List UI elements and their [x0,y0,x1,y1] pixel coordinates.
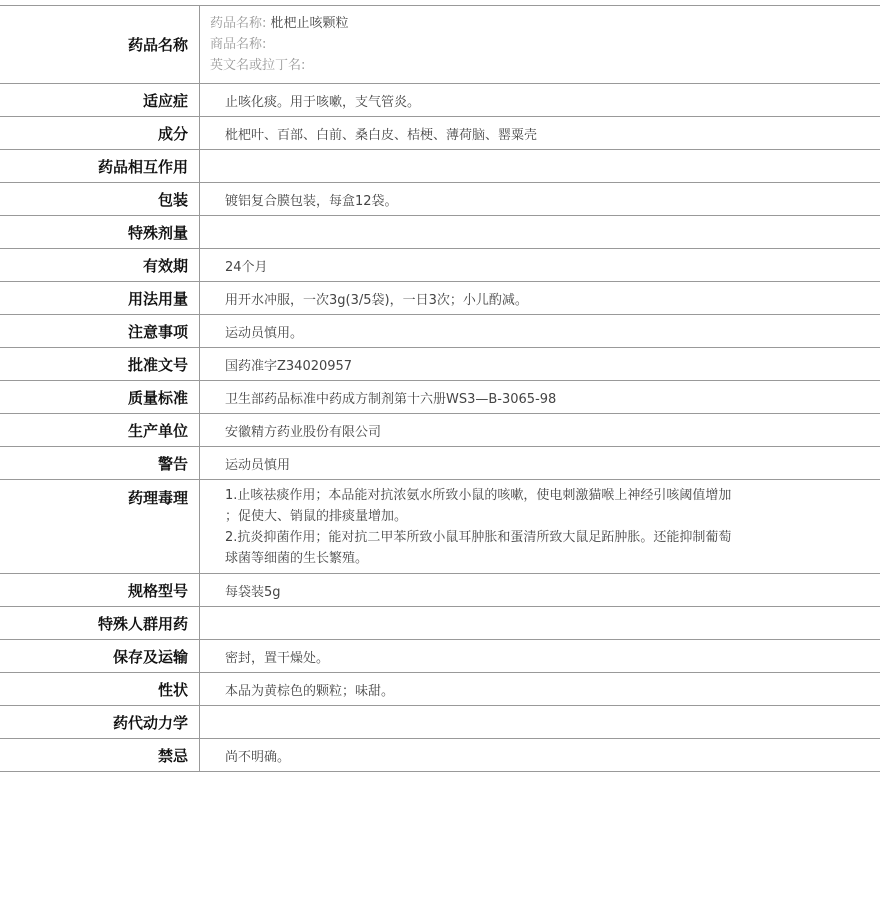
row-value: 尚不明确。 [225,749,291,765]
precautions-row [0,315,880,348]
trade-name-line [210,36,266,54]
drug-name-label: 药品名称 [0,6,200,83]
row-value: 枇杷叶、百部、白前、桑白皮、桔梗、薄荷脑、罂粟壳 [225,127,538,143]
special-dosage-row [0,216,880,249]
row-label: 有效期 [0,249,200,281]
dosage-row [0,282,880,315]
row-value: 运动员慎用 [225,457,291,473]
appearance-row [0,673,880,706]
row-label: 警告 [0,447,200,479]
row-label: 药品相互作用 [0,150,200,182]
drug-info-table [0,5,880,772]
shelf-life-row [0,249,880,282]
row-value: 每袋装5g [225,584,281,600]
row-label: 质量标准 [0,381,200,413]
contraindications-row [0,739,880,772]
packaging-row [0,183,880,216]
generic-name-key: 药品名称: [210,15,267,31]
row-label: 成分 [0,117,200,149]
pharmacology-text [200,480,880,573]
row-value: 安徽精方药业股份有限公司 [225,424,382,440]
row-value: 运动员慎用。 [225,325,304,341]
row-label: 用法用量 [0,282,200,314]
drug-name-values [200,6,880,83]
quality-standard-row [0,381,880,414]
trade-name-key: 商品名称: [210,36,267,52]
ingredients-row [0,117,880,150]
row-label: 保存及运输 [0,640,200,672]
specification-row [0,574,880,607]
pharmacology-line: 2.抗炎抑菌作用；能对抗二甲苯所致小鼠耳肿胀和蛋清所致大鼠足跖肿胀。还能抑制葡萄 [225,529,732,545]
row-value [200,216,880,248]
row-value [200,706,880,738]
approval-number-row [0,348,880,381]
row-label: 批准文号 [0,348,200,380]
warning-row [0,447,880,480]
row-value: 镀铝复合膜包装，每盒12袋。 [225,193,398,209]
row-value: 用开水冲服，一次3g(3/5袋)，一日3次；小儿酌减。 [225,292,528,308]
latin-name-key: 英文名或拉丁名: [210,57,306,73]
row-label: 药代动力学 [0,706,200,738]
interactions-row [0,150,880,183]
manufacturer-row [0,414,880,447]
storage-row [0,640,880,673]
row-value [200,150,880,182]
row-value: 本品为黄棕色的颗粒；味甜。 [225,683,395,699]
generic-name-line [210,15,349,33]
row-label: 禁忌 [0,739,200,771]
special-population-row [0,607,880,640]
row-label: 生产单位 [0,414,200,446]
row-label: 规格型号 [0,574,200,606]
row-label: 包装 [0,183,200,215]
row-label: 性状 [0,673,200,705]
row-value: 卫生部药品标准中药成方制剂第十六册WS3—B-3065-98 [225,391,557,407]
row-label: 药理毒理 [0,480,200,573]
row-value [200,607,880,639]
row-label: 特殊人群用药 [0,607,200,639]
drug-name-row [0,5,880,84]
row-value: 密封，置干燥处。 [225,650,330,666]
row-value: 国药准字Z34020957 [225,358,353,374]
row-value: 24个月 [225,259,268,275]
pharmacology-row [0,480,880,574]
row-label: 注意事项 [0,315,200,347]
pharmacology-line: 1.止咳祛痰作用；本品能对抗浓氨水所致小鼠的咳嗽，使电刺激猫喉上神经引咳阈值增加 [225,487,732,503]
generic-name-value: 枇杷止咳颗粒 [270,15,349,31]
row-value: 止咳化痰。用于咳嗽，支气管炎。 [225,94,421,110]
row-label: 适应症 [0,84,200,116]
pharmacology-line: 球菌等细菌的生长繁殖。 [225,550,369,566]
pharmacokinetics-row [0,706,880,739]
indication-row [0,84,880,117]
latin-name-line [210,57,305,75]
pharmacology-line: ；促使大、销鼠的排痰量增加。 [225,508,408,524]
row-label: 特殊剂量 [0,216,200,248]
